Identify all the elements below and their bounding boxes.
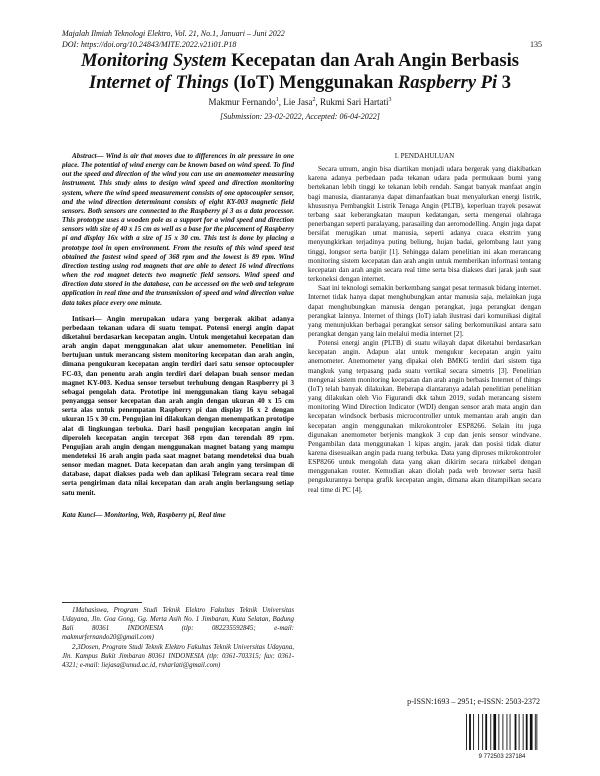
running-header: [62, 28, 542, 50]
paper-title: [40, 50, 560, 94]
intro-paragraph-1: Secara umum, angin bisa diartikan menjadi udara bergerak yang diakibatkan karena adanya perbedaan pada tekanan udara pada permukaan bumi yang bertekanan lebih tinggi ke tekanan lebih rendah. Sangat banyak manfaat angin bagi manusia, diantaranya dapat dimanfaatkan buat menyalurkan energi listrik, khususnya Pembangkit Listrik Tenaga Angin (PLTB), keperluan trayek pesawat terbang saat keberangkatan maupun kedatangan, serta mengenai olahraga penerbangan seperti paralayang, parasailing dan aeromodelling. Angin juga dapat bersifat merugikan umat manusia, seperti adanya cuaca ekstrim yang menyungkirkan terjadinya puting beliung, hujan badai, gelombang laut yang tinggi, longsor serta banjir [1]. Sehingga dalam penelitian ini akan merancang monitoring sistem kecepatan dan arah angin untuk memberikan informasi tentang kecepatan dan arah angin secara real time serta bisa diakses dari jarak jauh saat terkoneksi dengan internet.: [308, 165, 541, 284]
intro-paragraph-2: Saat ini teknologi semakin berkembang sangat pesat termasuk bidang internet. Internet tidak hanya dapat menghubungkan antar manusia saja, melainkan juga dapat menghubungkan manusia dengan perangkat, juga perangkat dengan perangkat lainnya. Internet of things (IoT) ialah ilustrasi dari komunikasi digital yang menunjukkan berbagai perangkat sensor saling berkomunikasi antara satu perangkat dengan yang lain melalui media internet [2].: [308, 284, 541, 338]
title-part-4: (IoT) Menggunakan: [228, 73, 398, 93]
author-separator: ,: [315, 97, 320, 107]
journal-citation: Majalah Ilmiah Teknologi Elektro, Vol. 21, No.1, Januari – Juni 2022: [62, 29, 285, 38]
doi-link[interactable]: DOI: https://doi.org/10.24843/MITE.2022.v21i01.P18: [62, 40, 237, 49]
author-1: Makmur Fernando: [208, 97, 276, 107]
abstract-indonesian: Intisari— Angin merupakan udara yang bergerak akibat adanya perbedaan tekanan udara di suatu tempat. Potensi energi angin dapat diketahui berdasarkan kecepatan angin. Untuk mengetahui kecepatan dan arah angin dapat menggunakan alat ukur anemometer. Penelitian ini bertujuan untuk merancang sistem monitoring kecepatan dan arah angin, dimana pengukuran kecepatan angin terdiri dari satu sensor optocoupler FC-03, dan penentu arah angin terdiri dari delapan buah sensor medan magnet KY-003. Kedua sensor tersebut terhubung dengan Raspberry pi 3 sebagai pengolah data. Prototipe ini menggunakan tiang kayu sebagai penyangga sensor kecepatan dan arah angin dengan ukuran 40 x 15 cm serta alas untuk penempatan Raspberry pi dan display 16 x 2 dengan ukuran 15 x 30 cm. Pengujian ini dilakukan dengan menempatkan prototipe alat di lingkungan terbuka. Dari hasil pengujian kecepatan angin ini diperoleh kecepatan angin tercepat 368 rpm dan terendah 89 rpm. Pengujian arah angin dengan menggunakan magnet batang yang mampu mendeteksi 16 arah angin pada saat magnet batang mendeteksi dua buah sensor medan magnet. Data kecepatan dan arah angin yang tersimpan di database, dapat diakses pada web dan aplikasi Telegram secara real time serta pengiriman data nilai kecepatan dan arah angin berlangsung setiap satu menit.: [62, 314, 294, 497]
author-3-affil: 3: [388, 97, 392, 103]
title-part-3: Internet of Things: [89, 73, 229, 93]
author-2: Lie Jasa: [283, 97, 313, 107]
footnote-2: 2,3Dosen, Program Studi Teknik Elektro Fakultas Teknik Universitas Udayana, Jln. Kampus Bukit Jimbaran 80361 INDONESIA (tlp: 0361-703315; fax: 0361-4321; e-mail: liejasa@unud.ac.id, rsharlati@gmail.com): [62, 644, 294, 669]
abstract-english: Abstract— Wind is air that moves due to differences in air pressure in one place. The potential of wind energy can be known based on wind speed. To find out the speed and direction of the wind you can use an anemometer measuring instrument. This study aims to design wind speed and direction monitoring system, where the wind speed measurement consists of one optocoupler sensor, and the wind direction determinant consists of eight KY-003 magnetic field sensors. Both sensors are connected to the Raspberry pi 3 as a data processor. This prototype uses a wooden pole as a support for a wind speed and direction sensors with size of 40 x 15 cm as well as a base for the placement of Raspberry pi and display 16x with a size of 15 x 30 cm. This test is done by placing a prototype tool in open environment. From the results of this wind speed test obtained the fastest wind speed of 368 rpm and the lowest is 89 rpm. Wind direction testing using rod magnets that are able to detect 16 wind directions when the rod magnet detects two magnetic field sensors. Wind speed and direction data stored in the database, can be accessed on the web and telegram application in real time and the transmission of speed and wind direction value data takes place every one minute.: [62, 152, 294, 307]
title-part-6: 3: [497, 73, 511, 93]
left-column: [62, 152, 294, 520]
author-1-affil: 1: [275, 97, 279, 103]
keywords: Kata Kunci— Monitoring, Web, Raspberry pi, Real time: [62, 510, 226, 519]
footnote-1: 1Mahasiswa, Program Studi Teknik Elektro Fakultas Teknik Universitas Udayana, Jln. Goa Gong, Gg. Merta Asih No. 1 Jimbaran, Kuta Selatan, Badung Bali 80361 INDONESIA (tlp: 082235592845; e-mail: makmurfernando20@gmail.com): [62, 607, 294, 641]
section-heading: I. PENDAHULUAN: [394, 152, 455, 160]
intro-paragraph-3: Potensi energi angin (PLTB) di suatu wilayah dapat diketahui berdasarkan kecepatan angin. Adapun alat untuk mengukur kecepatan angin yaitu anemometer. Anemometer yang dipakai oleh BMKG terdiri dari sistem tiga mangkuk yang terpasang pada suatu vertikal secara simetris [3]. Penelitian mengenai sistem monitoring kecepatan dan arah angin berbasis Internet of things (IoT) telah banyak dilakukan. Beberapa diantaranya adalah penelitian penelitian yang dilakukan oleh Vio Figurandi dkk tahun 2019, sudah merancang sistem monitoring Wind Direction Indicator (WDI) dengan sensor arah mata angin dan kecepatan windsock berbasis microcontroller untuk memantau arah angin dan kecepatan angin menggunakan mikrokontroler ESP8266. Selain itu juga digunakan anemometer berjenis mangkok 3 cup dan jenis sensor windvane. Pengambilan data menggunakan 1 kipas angin, jarak dan posisi tidak diatur karena disesuaikan angin pada ruang terbuka. Data yang diproses mikrokontroler ESP8266 untuk mengolah data yang akan dikirim secara nirkabel dengan menggunakan router. Kemudian akan diolah pada web browser serta hasil pengukurannya berupa grafik kecepatan angin, dimana akan ditampilkan secara real time di PC [4].: [308, 339, 541, 494]
issn: p-ISSN:1693 – 2951; e-ISSN: 2503-2372: [407, 697, 540, 706]
title-part-1: Monitoring System: [81, 51, 227, 71]
title-part-5: Raspberry Pi: [397, 73, 498, 93]
footnote-divider: [62, 602, 142, 603]
barcode-number: 9 772503 237184: [478, 754, 526, 760]
author-2-affil: 2: [312, 97, 316, 103]
barcode-image: [462, 712, 542, 760]
author-3: Rukmi Sari Hartati: [320, 97, 389, 107]
title-part-2: Kecepatan dan Arah Angin Berbasis: [226, 51, 519, 71]
author-separator: ,: [278, 97, 284, 107]
right-column: [308, 152, 541, 495]
author-list: [0, 97, 600, 107]
submission-dates: [Submission: 23-02-2022, Accepted: 06-04-2022]: [220, 112, 380, 121]
footnotes: [62, 606, 294, 671]
page-number: 135: [530, 40, 542, 49]
